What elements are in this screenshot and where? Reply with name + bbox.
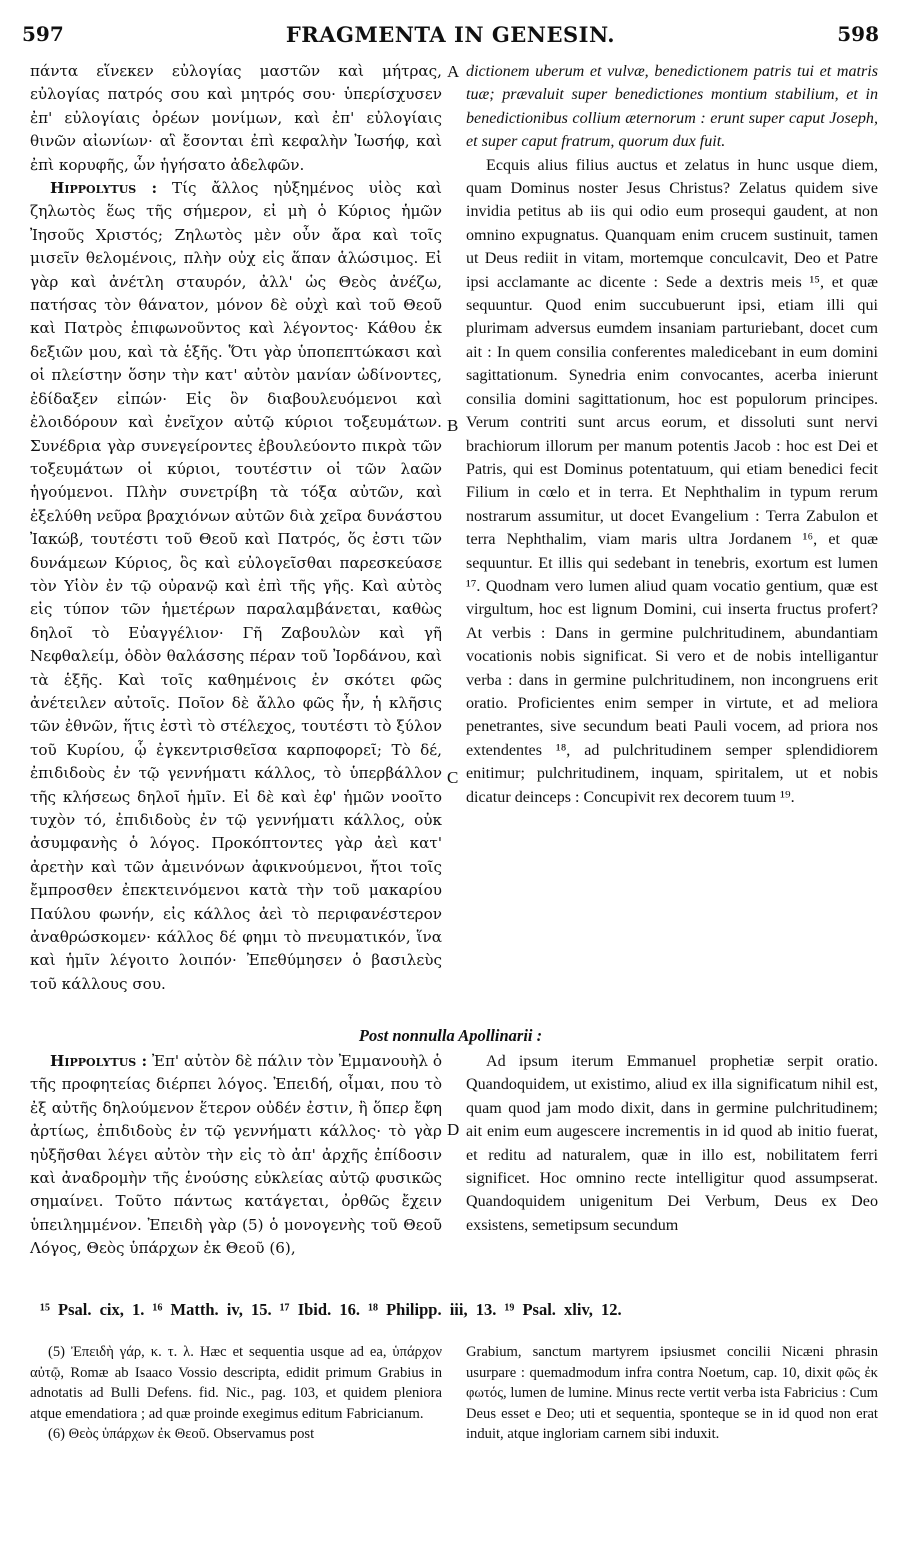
insert-heading: Post nonnulla Apollinarii : [358,1026,543,1045]
margin-letter-d: D [447,1120,460,1139]
greek-paragraph-2 [30,177,442,996]
latin-paragraph-2: Ecquis alius filius auctus et zelatus in hunc usque diem, quam Dominus noster Jesus Christus? Zelatus quidem sive invidia petitus ab iis qui odio eum prosequi gaudent, at non omnino expugnatus. Quanquam enim crucem sustinuit, tamen ut Deus rediit in vitam, mortemque conculcavit, Deo et Patre ipsi acclamante ac dicente : Sede a dextris meis ¹⁵, et quæ sequuntur. Quod enim succubuerunt ipsi, etiam illi qui plurimam adversus eumdem insaniam parturiebant, docet cum ait : In quem consilia conferentes maledicebant in eum domini sagittationum. Synedria enim convocantes, acerba inierunt consilia domini sagittationum, hoc est populorum principes. Verum contriti sunt arcus eorum, et dissoluti sunt nervi brachiorum illorum per manum potentis Jacob : hoc est Dei et Patris, qui est Dominus potentatuum, qui etiam benedici fecit Filium in cœlo et in terra. Et Nephthalim in typum rerum nostrarum assumitur, ut docet Evangelium : Terra Zabulon et terra Nephthalim, viam maris ultra Jordanem ¹⁶, et quæ sequuntur. Et illis qui sedebant in tenebris, exortum est lumen ¹⁷. Quodnam vero lumen aliud quam vocatio gentium, quæ est virgultum, hoc est lignum Domini, cui inserta fructus profert? At verbis : Dans in germine pulchritudinem, abundantiam vocationis nobis significat. Si vero et de nobis intelligantur verba : dans in germine pulchritudinem, non incongruens erit oratio. Proficientes enim semper in virtute, et ad meliora penetrantes, sive secundum beati Pauli vocem, ad priora nos extendentes ¹⁸, ad pulchritudinem semper splendidiorem enitimur; pulchritudinem, inquam, spiritalem, ut et nobis dicatur deinceps : Concupivit rex decorem tuum ¹⁹. [466,156,878,806]
latin-column-top [466,60,878,809]
greek-bottom-text: Ἐπ' αὐτὸν δὲ πάλιν τὸν Ἐμμανουὴλ ὁ τῆς προφητείας διέρπει λόγος. Ἐπειδή, οἶμαι, που τὸ ἐξ αὐτῆς δηλούμενον ἕτερον οὐδέν ἐστιν, ἢ ὅπερ ἔφη ἀρτίως, ἐπιδιδοὺς ἐν τῷ γεννήματι κάλλος· τὸ γὰρ ηὐξῆσθαι λέγει αὐτὸν τὴν εἰς τὸ ἀπ' ἀρχῆς ἐπίδοσιν καὶ ἀναδρομὴν τῆς ἑνούσης εὐκλείας αὐτῷ φυσικῶς σημαίνει. Τοῦτο πάντως κατάγεται, ὀρθῶς ἔχειν ὑπειλημμένον. Ἐπειδὴ γὰρ (5) ὁ μονογενὴς τοῦ Θεοῦ Λόγος, Θεὸς ὑπάρχων ἐκ Θεοῦ (6), [30,1052,443,1258]
greek-paragraph-1: πάντα εἵνεκεν εὐλογίας μαστῶν καὶ μήτρας, εὐλογίας πατρός σου καὶ μητρός σου· ὑπερίσχυσεν ἐπ' εὐλογίαις ὀρέων μονίμων, καὶ ἐπ' εὐλογίαις θινῶν αἰωνίων· αἳ ἔσονται ἐπὶ κεφαλὴν Ἰωσήφ, καὶ ἐπὶ κορυφῆς, ὧν ἡγήσατο ἀδελφῶν. [30,62,442,174]
footnotes-left [30,1342,442,1445]
page-number-left: 597 [22,22,64,46]
latin-paragraph-1: dictionem uberum et vulvæ, benedictionem patris tui et matris tuæ; prævaluit super benedictiones montium stabilium, et in benedictionibus collium æternorum : erunt super caput Joseph, et super caput fratrum, quorum dux fuit. [466,63,878,151]
greek-paragraph-2-text: Τίς ἄλλος ηὐξημένος υἱὸς καὶ ζηλωτὸς ἕως τῆς σήμερον, εἰ μὴ ὁ Κύριος ἡμῶν Ἰησοῦς Χριστός; Ζηλωτὸς μὲν οὖν ἄρα καὶ τοῖς μισεῖν θελομένοις, πλὴν οὐχ εἰς ἅπαν ἁλώσιμος. Εἰ γὰρ καὶ ἀνέτλη σταυρόν, ἀλλ' ὡς Θεὸς ἀνέζω, πατήσας τὸν θάνατον, μόνον δὲ οὐχὶ καὶ τοῦ Θεοῦ καὶ Πατρὸς ἐπιφωνοῦντος καὶ λέγοντος· Κάθου ἐκ δεξιῶν μου, καὶ τὰ ἑξῆς. Ὅτι γὰρ ὑποπεπτώκασι καὶ οἱ πλείστην ὅσην τὴν κατ' αὐτὸν μανίαν ὠδίνοντες, ἐδίδαξεν εἰπών· Εἰς ὃν διαβουλευόμενοι καὶ ἐλοιδόρουν καὶ ἐνεῖχον αὐτῷ κύριοι τοξευμάτων. Συνέδρια γὰρ συνεγείροντες ἐβουλεύοντο πικρὰ τῶν τοξευμάτων οἱ κύριοι, τουτέστιν οἱ τῶν λαῶν ἡγούμενοι. Πλὴν συνετρίβη τὰ τόξα αὐτῶν, καὶ ἐξελύθη νεῦρα βραχιόνων αὐτῶν διὰ χεῖρα δυνάστου Ἰακώβ, τουτέστι τοῦ Θεοῦ καὶ Πατρός, ὅς ἐστι τῶν δυνάμεων Κύριος, ὃς καὶ εὐλογεῖσθαι παρεσκεύασε τὸν Υἱὸν ἐν τῷ οὐρανῷ καὶ ἐπὶ τῆς γῆς. Καὶ αὐτὸς εἰς τύπον τῶν ἡμετέρων παραλαμβάνεται, καθὼς δηλοῖ τὸ Εὐαγγέλιον· Γῆ Ζαβουλὼν καὶ γῆ Νεφθαλείμ, ὁδὸν θαλάσσης πέραν τοῦ Ἰορδάνου, καὶ τὰ ἑξῆς. Καὶ τοῖς καθημένοις ἐν σκότει φῶς ἀνέτειλεν αὐτοῖς. Ποῖον δὲ ἄλλο φῶς ἦν, ἡ κλῆσις τῶν ἐθνῶν, ἥτις ἐστὶ τὸ στέλεχος, τουτέστι τὸ ξύλον τοῦ Κυρίου, ᾧ ἐγκεντρισθεῖσα καρποφορεῖ; Τὸ δέ, ἐπιδιδοὺς ἐν τῷ γεννήματι κάλλος, τὸ ὑπερβάλλον τῆς κλήσεως δηλοῖ ἡμῖν. Εἰ δὲ καὶ ἐφ' ἡμῶν νοοῖτο τυχὸν τό, ἐπιδιδοὺς ἐν τῷ γεννήματι κάλλος, οὐκ ἀσυμφανὴς ὁ λόγος. Προκόπτοντες γὰρ ἀεὶ κατ' ἀρετὴν καὶ τῶν ἀμεινόνων ἀφικνούμενοι, ἤτοι τοῖς ἔμπροσθεν ἐπεκτεινόμενοι κατὰ τὴν τοῦ μακαρίου Παύλου φωνήν, εἰς κάλλος ἀεὶ τὸ περιφανέστερον ἀναθρώσκομεν· κάλλος δέ φημι τὸ πνευματικόν, ἵνα καὶ ἡμῖν λέγοιτο λοιπόν· Ἐπεθύμησεν ὁ βασιλεὺς τοῦ κάλλους σου. [30,179,443,993]
scripture-references: ¹⁵ Psal. cix, 1. ¹⁶ Matth. iv, 15. ¹⁷ Ibid. 16. ¹⁸ Philipp. iii, 13. ¹⁹ Psal. xliv, 12. [40,1300,622,1319]
greek-column-bottom [30,1050,442,1261]
footnote-continuation: Grabium, sanctum martyrem ipsiusmet concilii Nicæni phrasin usurpare : quemadmodum infra contra Noetum, cap. 10, dixit φῶς ἐκ φωτός, lumen de lumine. Minus recte vertit verba ista Fabricius : Cum Deus esset e Deo; uti et sequentia, sponteque se in id quod non erat induit, atque ingloriam carnem sibi induxit. [466,1344,878,1443]
latin-bottom-paragraph: Ad ipsum iterum Emmanuel prophetiæ serpit oratio. Quandoquidem, ut existimo, aliud ex illa significatum nihil est, quam quod jam modo dixit, dans in germine pulchritudinem; ait enim eum augescere incrementis in id quod ab initio fuerat, et reditu ad naturalem, quæ in illo est, nobilitatem ferri significet. Hoc omnino recte intelligitur quod assumpserat. Quandoquidem unigenitum Dei Verbum, Deus ex Deo exsistens, semetipsum secundum [466,1053,878,1234]
page-header [22,22,879,48]
hippolytus-label: Hippolytus : [50,179,158,198]
page-number-right: 598 [837,22,879,46]
margin-letter-a: A [447,62,460,81]
margin-letter-c: C [447,768,459,787]
footnotes-right [466,1342,878,1445]
hippolytus-label-2: Hippolytus : [50,1052,148,1070]
footnote-5: (5) Ἐπειδὴ γάρ, κ. τ. λ. Hæc et sequentia usque ad ea, ὑπάρχον αὐτῷ, Romæ ab Isaaco Vossio descripta, edidit primum Grabius in adnotatis ad Bulli Defens. fid. Nic., pag. 103, et quidem pleniora atque emendatiora ; ad quæ proinde exegimus editum Fabricianum. [30,1344,442,1422]
margin-letter-b: B [447,416,459,435]
greek-bottom-paragraph [30,1050,442,1261]
greek-column-top [30,60,442,996]
latin-column-bottom [466,1050,878,1237]
footnote-6: (6) Θεὸς ὑπάρχων ἐκ Θεοῦ. Observamus post [48,1426,315,1443]
running-title: FRAGMENTA IN GENESIN. [285,22,616,47]
